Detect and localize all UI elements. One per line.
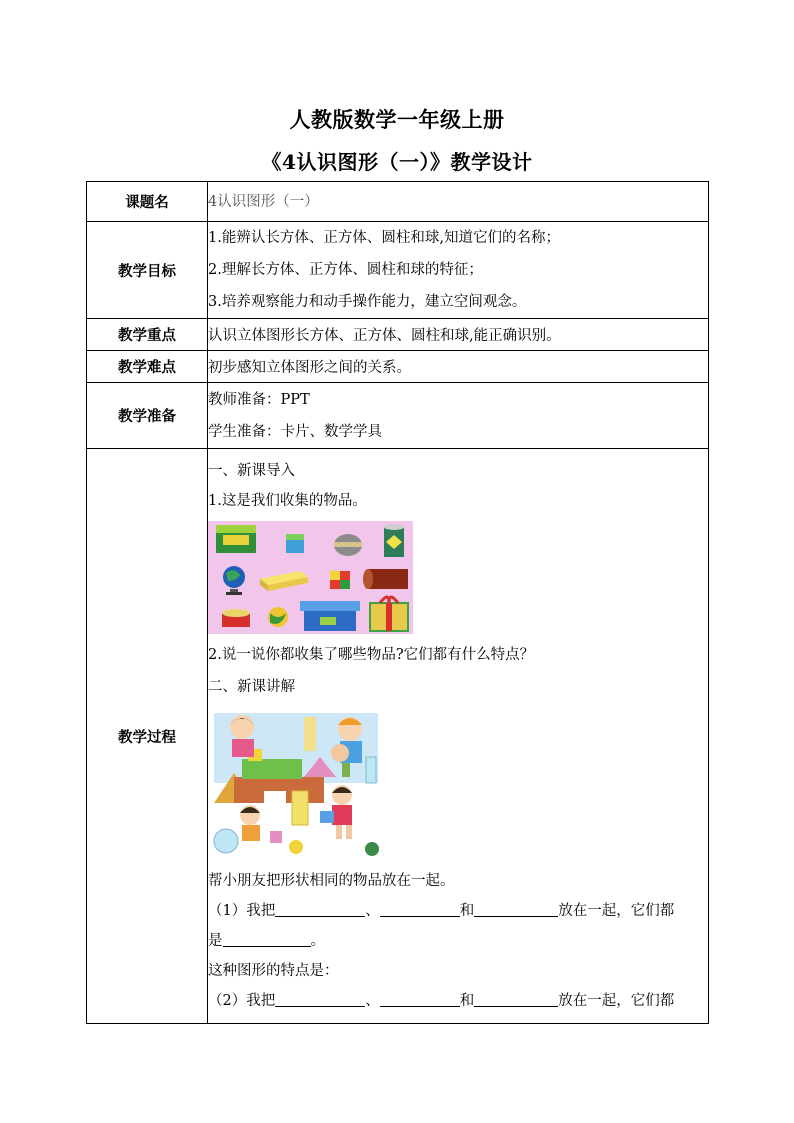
instruction-text: 帮小朋友把形状相同的物品放在一起。 <box>208 873 455 889</box>
answer-blank[interactable] <box>474 988 558 1007</box>
difficulties-text: 初步感知立体图形之间的关系。 <box>208 360 411 376</box>
step-2-text: 2.说一说你都收集了哪些物品?它们都有什么特点？ <box>208 647 535 663</box>
row-difficulties <box>87 351 709 383</box>
answer-blank[interactable] <box>275 988 365 1007</box>
label-preparation: 教学准备 <box>87 383 208 449</box>
children-building-blocks-illustration <box>208 707 382 862</box>
comma-separator: 、 <box>365 993 380 1009</box>
row-topic <box>87 182 709 222</box>
student-prep: 学生准备：卡片、数学学具 <box>208 423 382 440</box>
collected-items-photo <box>208 521 413 634</box>
answer-blank[interactable] <box>380 898 460 917</box>
row-objectives <box>87 222 709 319</box>
and-separator: 和 <box>459 903 475 919</box>
label-difficulties: 教学难点 <box>87 351 208 383</box>
lesson-plan-table <box>86 181 709 1024</box>
q1-line2-end: 。 <box>310 933 325 949</box>
q2-suffix: 放在一起，它们都 <box>558 993 675 1009</box>
value-preparation <box>208 383 709 449</box>
answer-blank[interactable] <box>474 898 558 917</box>
q2-prefix: （2）我把 <box>208 993 276 1009</box>
label-objectives: 教学目标 <box>87 222 208 319</box>
answer-blank[interactable] <box>223 928 311 947</box>
key-points-text: 认识立体图形长方体、正方体、圆柱和球,能正确识别。 <box>208 328 561 344</box>
label-key-points: 教学重点 <box>87 319 208 351</box>
question-1-line-2 <box>208 926 708 956</box>
question-1-line <box>208 896 708 926</box>
value-difficulties <box>208 351 709 383</box>
answer-blank[interactable] <box>275 898 365 917</box>
row-preparation <box>87 383 709 449</box>
label-topic: 课题名 <box>87 182 208 222</box>
topic-text: 4认识图形（一） <box>208 193 319 210</box>
q1-prefix: （1）我把 <box>208 903 276 919</box>
feature-text: 这种图形的特点是： <box>208 963 339 979</box>
q1-line2-prefix: 是 <box>208 933 223 949</box>
value-objectives <box>208 222 709 319</box>
q1-suffix: 放在一起，它们都 <box>558 903 675 919</box>
objective-item: 2.理解长方体、正方体、圆柱和球的特征； <box>208 262 483 278</box>
row-process <box>87 449 709 1024</box>
value-topic <box>208 182 709 222</box>
step-1-text: 1.这是我们收集的物品。 <box>208 493 367 509</box>
label-process: 教学过程 <box>87 449 208 1024</box>
teacher-prep: 教师准备：PPT <box>208 391 310 408</box>
objective-item: 3.培养观察能力和动手操作能力，建立空间观念。 <box>208 294 527 310</box>
question-2-line <box>208 986 708 1016</box>
and-separator: 和 <box>459 993 475 1009</box>
document-title: 人教版数学一年级上册 <box>289 107 505 132</box>
value-key-points <box>208 319 709 351</box>
comma-separator: 、 <box>365 903 380 919</box>
section-lecture-heading: 二、新课讲解 <box>208 679 295 695</box>
answer-blank[interactable] <box>380 988 460 1007</box>
section-intro-heading: 一、新课导入 <box>208 463 295 479</box>
value-process <box>208 449 709 1024</box>
row-key-points <box>87 319 709 351</box>
document-subtitle: 《4认识图形（一）》教学设计 <box>261 150 533 174</box>
objective-item: 1.能辨认长方体、正方体、圆柱和球,知道它们的名称； <box>208 230 560 246</box>
